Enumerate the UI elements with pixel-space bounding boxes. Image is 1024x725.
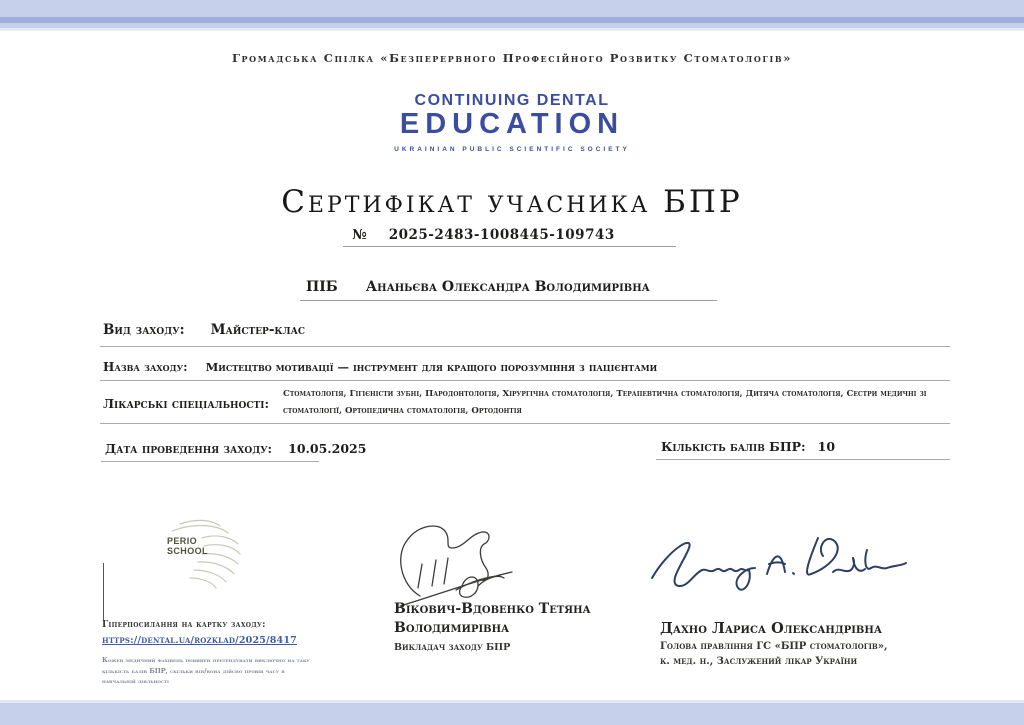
perio-school-line2: SCHOOL <box>167 546 208 556</box>
event-link-label: Гіперпосилання на картку заходу: <box>102 620 266 630</box>
points-value: 10 <box>817 439 836 454</box>
head-role-line1: Голова правління ГС «БПР стоматологів», <box>660 641 888 652</box>
number-underline <box>343 246 676 247</box>
event-title-row <box>103 360 657 374</box>
cde-logo-line1: CONTINUING DENTAL <box>414 92 610 109</box>
event-type-label: Вид заходу: <box>103 322 185 338</box>
teacher-role: Викладач заходу БПР <box>394 642 511 653</box>
event-title-value: Мистецтво мотивації — інструмент для кращого порозуміння з пацієнтами <box>205 360 658 374</box>
cde-logo-line3: UKRAINIAN PUBLIC SCIENTIFIC SOCIETY <box>394 146 630 153</box>
certificate-number-value: 2025-2483-1008445-109743 <box>388 227 615 243</box>
event-card-link[interactable]: https://dental.ua/rozklad/2025/8417 <box>102 635 297 646</box>
points-label: Кількість балів БПР: <box>661 439 806 454</box>
teacher-signature-icon <box>392 514 522 614</box>
points-disclaimer-text: Кожен медичний фахівець повинен претендувати виключно на таку кількість балів БПР, скільки він/вона дійсно провів часу в навчальній діяльності <box>102 656 310 686</box>
participant-name-label: ПІБ <box>306 279 338 295</box>
participant-name-value: Ананьєва Олександра Володимирівна <box>365 279 650 295</box>
event-type-underline <box>100 346 950 347</box>
participant-name-row <box>306 279 650 295</box>
event-date-underline <box>101 461 319 462</box>
perio-school-logo-icon <box>146 518 250 594</box>
event-date-row <box>105 441 366 456</box>
event-date-label: Дата проведення заходу: <box>105 441 273 456</box>
specialties-underline <box>100 423 950 424</box>
perio-school-line1: PERIO <box>167 536 198 546</box>
event-title-underline <box>100 380 950 381</box>
head-name: Дахно Лариса Олександрівна <box>660 620 882 637</box>
certificate-number-label: № <box>352 227 367 243</box>
footer-divider-line <box>103 563 104 620</box>
certificate-number-row <box>352 227 615 243</box>
organization-header: Громадська Спілка «Безперервного Професійного Розвитку Стоматологів» <box>231 51 793 65</box>
bottom-decorative-band <box>0 700 1024 725</box>
head-signature-icon <box>648 528 910 610</box>
event-type-value: Майстер-клас <box>210 322 306 338</box>
event-date-value: 10.05.2025 <box>288 441 367 456</box>
top-decorative-band <box>0 0 1024 31</box>
points-underline <box>656 459 950 460</box>
perio-school-logo-text <box>167 536 208 556</box>
cde-logo-line2: EDUCATION <box>399 108 625 140</box>
specialties-label: Лікарські спеціальності: <box>103 396 270 411</box>
head-role-line2: к. мед. н., Заслужений лікар України <box>660 656 858 667</box>
certificate-title: Сертифікат учасника БПР <box>281 184 743 220</box>
points-row <box>661 439 835 454</box>
name-underline <box>300 300 717 301</box>
event-title-label: Назва заходу: <box>103 360 188 374</box>
teacher-name: Вікович-Вдовенко Тетяна Володимирівна <box>394 601 591 636</box>
specialties-value: Стоматологія, Гігієністи зубні, Пародонтологія, Хірургічна стоматологія, Терапевтична стоматологія, Дитяча стоматологія, Сестри медичні зі стоматології, Ортопедична стоматологія, Ортодонтія <box>283 389 927 416</box>
cde-logo <box>0 92 1024 153</box>
event-type-row <box>103 322 305 338</box>
